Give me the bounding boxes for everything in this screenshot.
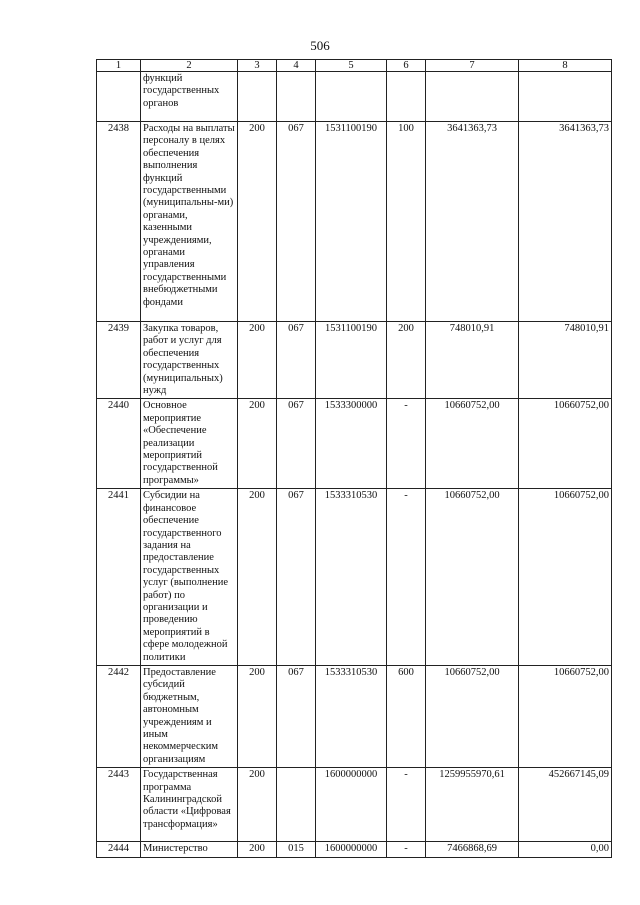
- row-number: 2440: [97, 399, 141, 489]
- row-number: 2438: [97, 122, 141, 322]
- cell-col5: 1533310530: [316, 665, 387, 767]
- row-name: Расходы на выплаты персоналу в целях обеспечения выполнения функций государственными (муниципальны-ми) органами, казенными учреждениями, органами управления государственными внебюджетными фондами: [141, 122, 238, 322]
- table-row: [97, 665, 612, 767]
- table-row: [97, 72, 612, 122]
- cell-col8: 3641363,73: [519, 122, 612, 322]
- cell-col8: 452667145,09: [519, 768, 612, 842]
- cell-col3: 200: [238, 122, 277, 322]
- row-name: Предоставление субсидий бюджетным, автономным учреждениям и иным некоммерческим организациям: [141, 665, 238, 767]
- header-cell: 7: [426, 60, 519, 72]
- cell-col8: 10660752,00: [519, 489, 612, 666]
- row-number: 2439: [97, 322, 141, 399]
- page-number: 506: [310, 38, 330, 53]
- cell-col8: 0,00: [519, 842, 612, 858]
- row-number: 2442: [97, 665, 141, 767]
- cell-col3: 200: [238, 842, 277, 858]
- cell-col3: [238, 72, 277, 122]
- cell-col3: 200: [238, 399, 277, 489]
- cell-col5: 1531100190: [316, 122, 387, 322]
- cell-col5: 1533300000: [316, 399, 387, 489]
- cell-col3: 200: [238, 489, 277, 666]
- cell-col7: 10660752,00: [426, 665, 519, 767]
- row-name: Субсидии на финансовое обеспечение государственного задания на предоставление государственных услуг (выполнение работ) по организации и проведению мероприятий в сфере молодежной политики: [141, 489, 238, 666]
- cell-col7: 10660752,00: [426, 489, 519, 666]
- row-name: функций государственных органов: [141, 72, 238, 122]
- table-row: [97, 768, 612, 842]
- cell-col6: [387, 72, 426, 122]
- cell-col6: -: [387, 399, 426, 489]
- row-name: Министерство: [141, 842, 238, 858]
- cell-col4: 015: [277, 842, 316, 858]
- cell-col7: 1259955970,61: [426, 768, 519, 842]
- row-name: Закупка товаров, работ и услуг для обеспечения государственных (муниципальных) нужд: [141, 322, 238, 399]
- cell-col4: 067: [277, 122, 316, 322]
- row-name: Основное мероприятие «Обеспечение реализации мероприятий государственной программы»: [141, 399, 238, 489]
- cell-col4: 067: [277, 489, 316, 666]
- table-row: [97, 399, 612, 489]
- cell-col3: 200: [238, 665, 277, 767]
- cell-col4: 067: [277, 322, 316, 399]
- cell-col8: 10660752,00: [519, 399, 612, 489]
- table-row: [97, 489, 612, 666]
- header-cell: 8: [519, 60, 612, 72]
- row-number: 2441: [97, 489, 141, 666]
- table-row: [97, 122, 612, 322]
- row-number: 2443: [97, 768, 141, 842]
- header-cell: 2: [141, 60, 238, 72]
- cell-col6: 100: [387, 122, 426, 322]
- cell-col5: 1600000000: [316, 768, 387, 842]
- row-number: [97, 72, 141, 122]
- cell-col4: [277, 72, 316, 122]
- cell-col7: 7466868,69: [426, 842, 519, 858]
- cell-col7: 3641363,73: [426, 122, 519, 322]
- cell-col5: 1600000000: [316, 842, 387, 858]
- cell-col6: -: [387, 768, 426, 842]
- table-row: [97, 842, 612, 858]
- header-cell: 6: [387, 60, 426, 72]
- row-name: Государственная программа Калининградской области «Цифровая трансформация»: [141, 768, 238, 842]
- cell-col3: 200: [238, 322, 277, 399]
- cell-col7: 10660752,00: [426, 399, 519, 489]
- cell-col5: [316, 72, 387, 122]
- cell-col4: 067: [277, 665, 316, 767]
- cell-col8: 10660752,00: [519, 665, 612, 767]
- row-number: 2444: [97, 842, 141, 858]
- cell-col6: 600: [387, 665, 426, 767]
- cell-col8: 748010,91: [519, 322, 612, 399]
- header-row: [97, 60, 612, 72]
- cell-col6: -: [387, 489, 426, 666]
- cell-col4: 067: [277, 399, 316, 489]
- header-cell: 3: [238, 60, 277, 72]
- cell-col3: 200: [238, 768, 277, 842]
- cell-col5: 1533310530: [316, 489, 387, 666]
- header-cell: 4: [277, 60, 316, 72]
- budget-table: [96, 59, 612, 858]
- cell-col6: 200: [387, 322, 426, 399]
- cell-col7: 748010,91: [426, 322, 519, 399]
- cell-col4: [277, 768, 316, 842]
- cell-col5: 1531100190: [316, 322, 387, 399]
- header-cell: 5: [316, 60, 387, 72]
- table-row: [97, 322, 612, 399]
- cell-col7: [426, 72, 519, 122]
- cell-col8: [519, 72, 612, 122]
- header-cell: 1: [97, 60, 141, 72]
- cell-col6: -: [387, 842, 426, 858]
